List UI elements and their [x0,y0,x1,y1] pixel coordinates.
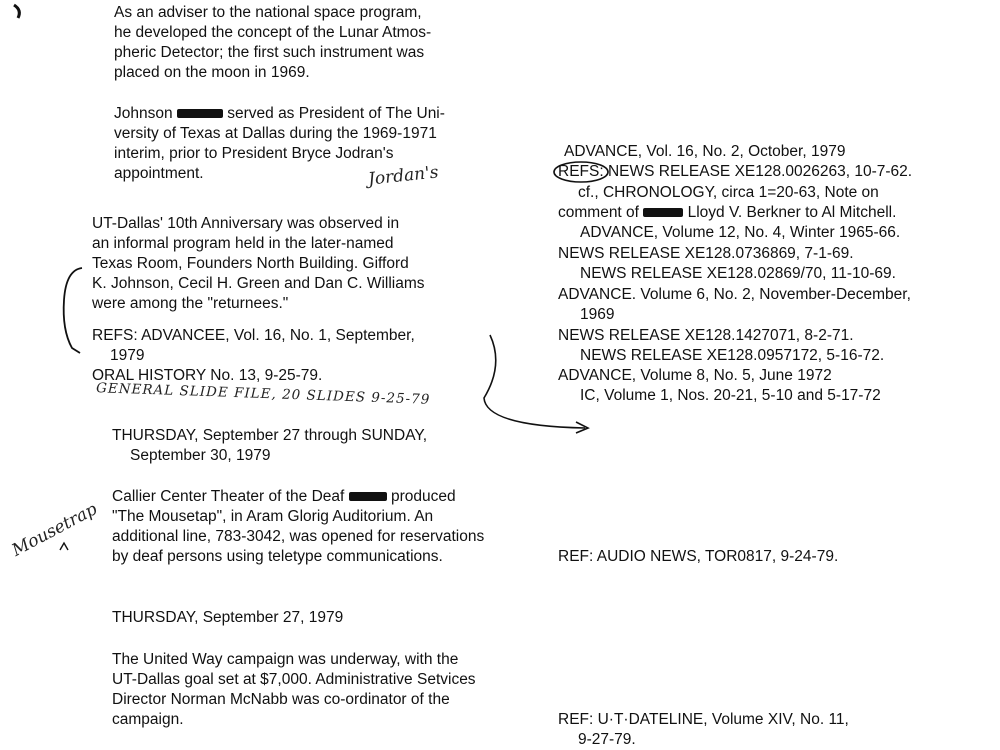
arrowhead-mark [576,422,588,433]
anniversary-line-2: an informal program held in the later-named [92,235,394,252]
anniversary-line-5: were among the "returnees." [92,295,289,312]
top-left-ink-mark [14,5,19,18]
johnson-line-1 [114,104,445,124]
adviser-line-1: As an adviser to the national space program, [114,4,422,21]
ref-news-release-1427071: NEWS RELEASE XE128.1427071, 8-2-71. [558,327,854,344]
johnson-line-2: versity of Texas at Dallas during the 1969-1971 [114,125,437,142]
united-way-line-4: campaign. [112,711,184,728]
anniversary-line-4: K. Johnson, Cecil H. Green and Dan C. Williams [92,275,425,292]
date2-heading: THURSDAY, September 27, 1979 [112,609,344,626]
united-way-line-2: UT-Dallas goal set at $7,000. Administrative Setvices [112,671,476,688]
callier-line-2: "The Mousetap", in Aram Glorig Auditorium. An [112,508,434,525]
adviser-line-3: pheric Detector; the first such instrument was [114,44,425,61]
ref-advance-vol12: ADVANCE, Volume 12, No. 4, Winter 1965-66. [580,224,901,241]
mousetrap-handwriting: Mousetrap [8,499,101,561]
caret-mark [60,543,68,550]
adviser-line-4: placed on the moon in 1969. [114,64,310,81]
callier-line-3: additional line, 783-3042, was opened for reservations [112,528,485,545]
anniversary-line-1: UT-Dallas' 10th Anniversary was observed in [92,215,400,232]
ref-comment-of: comment of [558,204,639,221]
refs-line-3: ORAL HISTORY No. 13, 9-25-79. [92,367,323,384]
ref-news-release-1962: REFS: NEWS RELEASE XE128.0026263, 10-7-62. [558,163,913,180]
redaction-mark [643,208,683,217]
ref-ic-volume1: IC, Volume 1, Nos. 20-21, 5-10 and 5-17-72 [580,387,881,404]
ref-news-release-02869: NEWS RELEASE XE128.02869/70, 11-10-69. [580,265,896,282]
adviser-line-2: he developed the concept of the Lunar Atmos- [114,24,432,41]
anniversary-line-3: Texas Room, Founders North Building. Gifford [92,255,409,272]
johnson-line-3: interim, prior to President Bryce Jodran's [114,145,394,162]
ref-audio-news: REF: AUDIO NEWS, TOR0817, 9-24-79. [558,548,839,565]
johnson-line-4: appointment. [114,165,204,182]
ref-dateline-line-1: REF: U·T·DATELINE, Volume XIV, No. 11, [558,711,849,728]
johnson-name: Johnson [114,105,173,122]
ref-comment-line [558,203,896,223]
ref-chronology: cf., CHRONOLOGY, circa 1=20-63, Note on [578,184,879,201]
callier-text: Callier Center Theater of the Deaf [112,488,345,505]
jordans-handwriting: Jordan's [367,162,440,190]
ref-advance-vol6: ADVANCE. Volume 6, No. 2, November-December, [558,286,911,303]
general-slide-handwriting: GENERAL SLIDE FILE, 20 SLIDES 9-25-79 [95,380,431,408]
callier-produced: produced [390,488,456,505]
redaction-mark [177,109,223,118]
callier-line-4: by deaf persons using teletype communications. [112,548,443,565]
redaction-mark [349,492,387,501]
johnson-text: served as President of The Uni- [227,105,445,122]
date1-line-1: THURSDAY, September 27 through SUNDAY, [112,427,428,444]
ref-advance-vol16: ADVANCE, Vol. 16, No. 2, October, 1979 [564,143,846,160]
ref-berkner: Lloyd V. Berkner to Al Mitchell. [687,204,897,221]
ref-news-release-0957172: NEWS RELEASE XE128.0957172, 5-16-72. [580,347,885,364]
united-way-line-1: The United Way campaign was underway, with the [112,651,459,668]
ref-news-release-0736869: NEWS RELEASE XE128.0736869, 7-1-69. [558,245,854,262]
ref-dateline-line-2: 9-27-79. [578,731,636,748]
refs-line-2: 1979 [110,347,145,364]
ref-advance-vol8: ADVANCE, Volume 8, No. 5, June 1972 [558,367,832,384]
date1-line-2: September 30, 1979 [130,447,271,464]
callier-line-1 [112,487,456,507]
ref-advance-vol6-year: 1969 [580,306,615,323]
left-bracket-mark [64,268,82,353]
united-way-line-3: Director Norman McNabb was co-ordinator of the [112,691,450,708]
refs-line-1: REFS: ADVANCEЕ, Vol. 16, No. 1, September, [92,327,415,344]
